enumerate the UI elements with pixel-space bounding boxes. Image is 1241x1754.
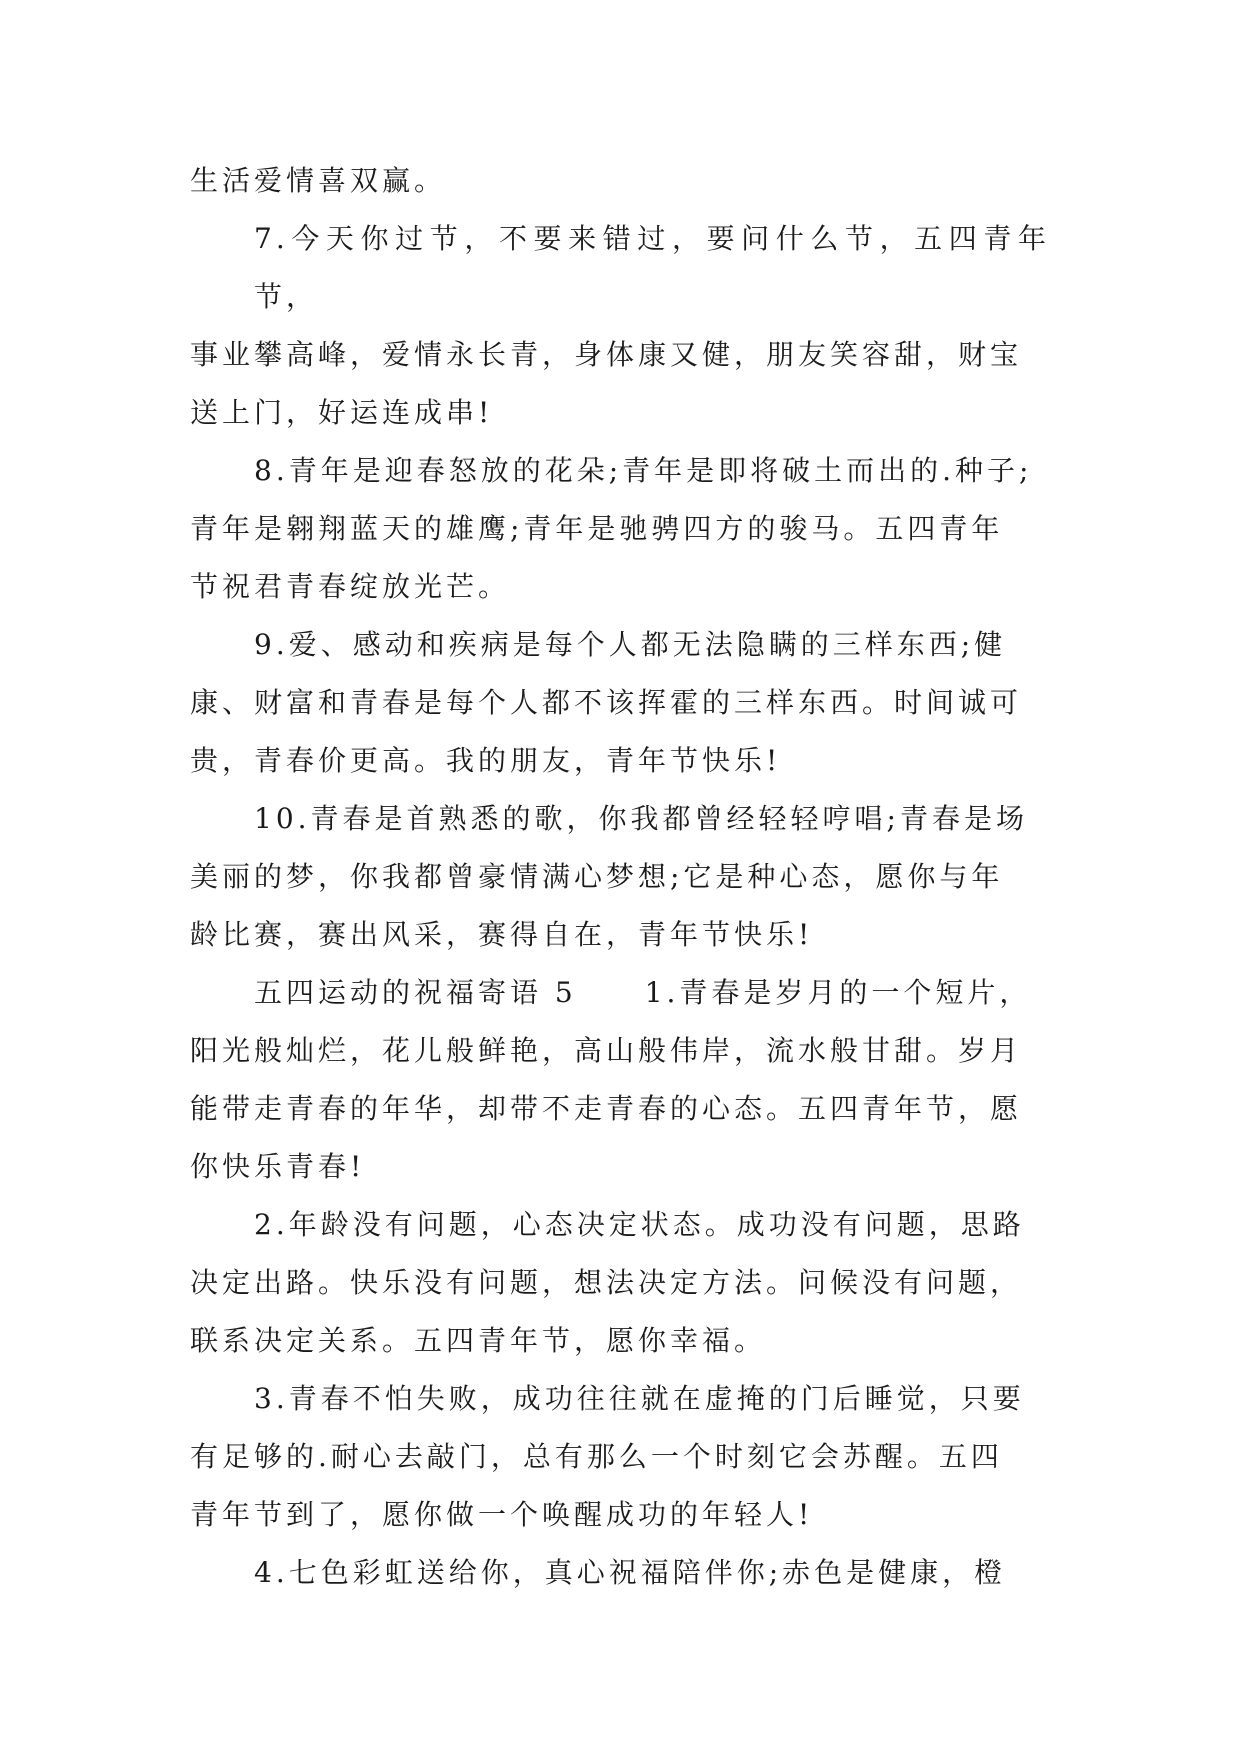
paragraph [190, 1370, 1050, 1544]
text-line: 8.青年是迎春怒放的花朵;青年是即将破土而出的.种子; [254, 454, 1033, 487]
text-line: 10.青春是首熟悉的歌，你我都曾经轻轻哼唱;青春是场 [254, 802, 1028, 835]
text-line: 阳光般灿烂，花儿般鲜艳，高山般伟岸，流水般甘甜。岁月 [190, 1034, 1023, 1067]
paragraph [190, 210, 1050, 442]
text-line: 联系决定关系。五四青年节，愿你幸福。 [190, 1324, 767, 1357]
text-line: 节祝君青春绽放光芒。 [190, 570, 511, 603]
paragraph [190, 616, 1050, 790]
document-body [190, 152, 1050, 1602]
paragraph [190, 790, 1050, 964]
paragraph [190, 1544, 1050, 1602]
paragraph [190, 1196, 1050, 1370]
text-line: 生活爱情喜双赢。 [190, 164, 447, 197]
text-line: 美丽的梦，你我都曾豪情满心梦想;它是种心态，愿你与年 [190, 860, 1004, 893]
text-line: 康、财富和青春是每个人都不该挥霍的三样东西。时间诚可 [190, 686, 1023, 719]
text-line: 事业攀高峰，爱情永长青，身体康又健，朋友笑容甜，财宝 [190, 338, 1023, 371]
text-line: 4.七色彩虹送给你，真心祝福陪伴你;赤色是健康，橙 [254, 1556, 1007, 1589]
text-line: 龄比赛，赛出风采，赛得自在，青年节快乐! [190, 918, 814, 951]
text-line: 3.青春不怕失败，成功往往就在虚掩的门后睡觉，只要 [254, 1382, 1025, 1415]
text-line: 能带走青春的年华，却带不走青春的心态。五四青年节，愿 [190, 1092, 1023, 1125]
text-line: 2.年龄没有问题，心态决定状态。成功没有问题，思路 [254, 1208, 1025, 1241]
paragraph [190, 964, 1050, 1196]
text-line: 7.今天你过节，不要来错过，要问什么节，五四青年节， [254, 222, 1050, 313]
text-line: 9.爱、感动和疾病是每个人都无法隐瞒的三样东西;健 [254, 628, 1007, 661]
text-line [190, 964, 1050, 1022]
text-line: 送上门，好运连成串! [190, 396, 494, 429]
paragraph [190, 442, 1050, 616]
text-line: 决定出路。快乐没有问题，想法决定方法。问候没有问题， [190, 1266, 1023, 1299]
line-text: 1.青春是岁月的一个短片， [644, 976, 1032, 1009]
text-line: 青年是翱翔蓝天的雄鹰;青年是驰骋四方的骏马。五四青年 [190, 512, 1004, 545]
text-line: 青年节到了，愿你做一个唤醒成功的年轻人! [190, 1498, 814, 1531]
section-heading: 五四运动的祝福寄语 5 [254, 976, 577, 1009]
text-line: 你快乐青春! [190, 1150, 366, 1183]
paragraph [190, 152, 1050, 210]
text-line: 有足够的.耐心去敲门，总有那么一个时刻它会苏醒。五四 [190, 1440, 1003, 1473]
text-line: 贵，青春价更高。我的朋友，青年节快乐! [190, 744, 782, 777]
